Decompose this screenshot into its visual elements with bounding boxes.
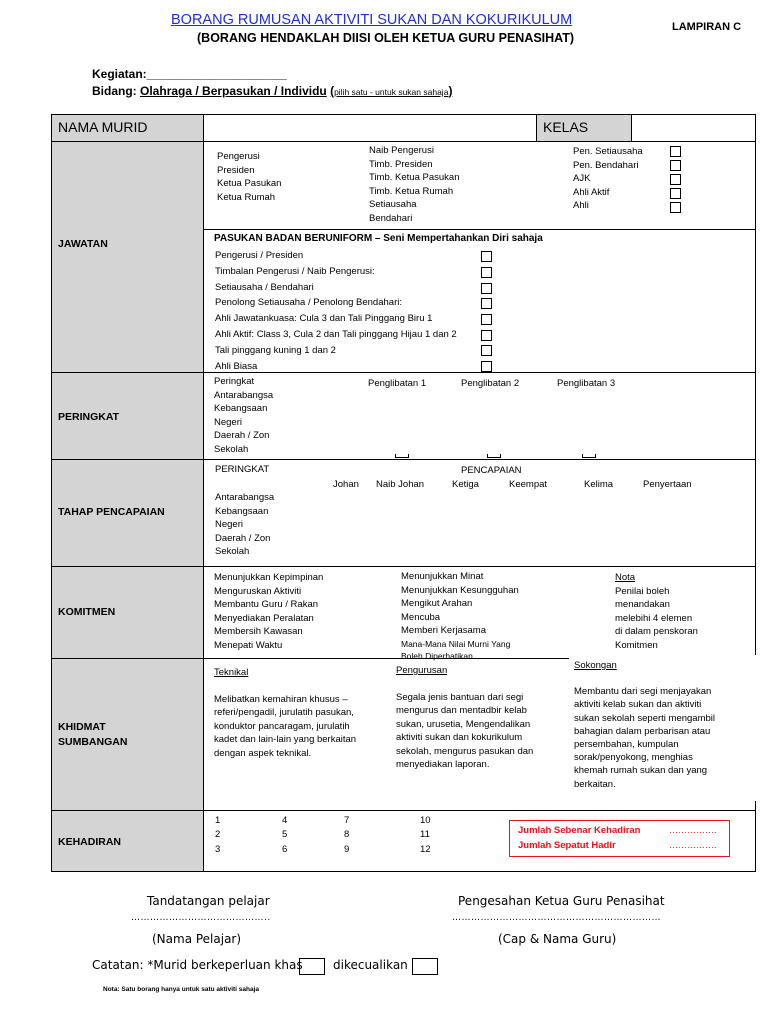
jawatan-item: Ahli Aktif — [573, 186, 610, 198]
tahap-level: Negeri — [215, 519, 243, 530]
jumlah-sepatut-label: Jumlah Sepatut Hadir — [518, 840, 616, 851]
komitmen-item: Membantu Guru / Rakan — [214, 599, 319, 610]
komitmen-item: Boleh Diperhatikan — [401, 650, 473, 661]
tahap-col-kelima: Kelima — [584, 479, 614, 490]
dikecualikan-label: dikecualikan — [333, 958, 408, 972]
komitmen-item: Menguruskan Aktiviti — [214, 585, 302, 597]
tahap-level: Sekolah — [215, 546, 250, 557]
kehadiran-num-1[interactable]: 1 — [215, 815, 221, 826]
komitmen-item: Memberi Kerjasama — [401, 625, 486, 636]
bidang-label: Bidang: — [92, 84, 137, 98]
pengurusan-line: sekolah, mengurus pasukan dan — [396, 745, 534, 757]
penglibatan-3-header: Penglibatan 3 — [557, 378, 616, 389]
catatan-checkbox[interactable] — [299, 958, 325, 975]
jawatan-col2 — [369, 144, 459, 225]
penglibatan-2-mark[interactable] — [487, 454, 501, 458]
uniform-heading: PASUKAN BADAN BERUNIFORM – Seni Mempertahankan Diri sahaja — [214, 233, 543, 244]
tahap-col-keempat: Keempat — [509, 479, 548, 490]
peringkat-level: Peringkat — [214, 376, 255, 387]
kehadiran-num-3[interactable]: 3 — [215, 844, 221, 855]
komitmen-mark[interactable] — [379, 658, 391, 659]
komitmen-col1 — [214, 571, 323, 652]
penglibatan-3-mark[interactable] — [582, 454, 596, 458]
table-line — [536, 114, 537, 141]
penglibatan-1-mark[interactable] — [395, 454, 409, 458]
khidmat-label-line2: SUMBANGAN — [58, 736, 128, 748]
jawatan-item: Timb. Ketua Rumah — [369, 185, 454, 197]
peringkat-level: Sekolah — [214, 443, 249, 455]
tahap-col-naib-johan: Naib Johan — [376, 479, 425, 490]
jawatan-item: Setiausaha — [369, 199, 417, 210]
table-line — [51, 141, 756, 142]
uniform-item: Tali pinggang kuning 1 dan 2 — [215, 344, 336, 356]
uniform-checkbox[interactable] — [481, 314, 492, 325]
footer-nota: Nota: Satu borang hanya untuk satu aktiviti sahaja — [103, 986, 260, 993]
uniform-checkbox[interactable] — [481, 330, 492, 341]
kehadiran-num-6[interactable]: 6 — [282, 844, 288, 855]
pengurusan-line: menyediakan laporan. — [396, 759, 490, 770]
nama-pelajar-label: (Nama Pelajar) — [152, 932, 242, 946]
nota-line: menandakan — [615, 599, 670, 610]
sokongan-line: bahagian dalam perbarisan atau — [574, 725, 711, 737]
jumlah-sebenar-label: Jumlah Sebenar Kehadiran — [518, 825, 641, 836]
sokongan-line: khemah rumah sukan dan yang — [574, 765, 708, 777]
kehadiran-num-8[interactable]: 8 — [344, 829, 350, 840]
kehadiran-num-9[interactable]: 9 — [344, 844, 350, 855]
jawatan-item: Ketua Pasukan — [217, 178, 282, 189]
kegiatan-field[interactable]: Kegiatan:_____________________ — [92, 67, 287, 81]
bidang-note: pilih satu - untuk sukan sahaja — [334, 87, 449, 97]
komitmen-item: Membersih Kawasan — [214, 626, 303, 637]
table-line — [51, 459, 756, 460]
jawatan-checkbox[interactable] — [670, 146, 681, 157]
uniform-item: Timbalan Pengerusi / Naib Pengerusi: — [215, 265, 375, 277]
sokongan-title: Sokongan — [574, 660, 617, 671]
cap-nama-label: (Cap & Nama Guru) — [498, 932, 617, 946]
jawatan-label: JAWATAN — [58, 238, 108, 250]
tahap-levels — [215, 491, 274, 559]
tandatangan-line[interactable]: …………………………………….. — [131, 913, 271, 923]
bidang-open-paren: ( — [330, 84, 335, 98]
bidang-field[interactable] — [92, 84, 452, 98]
sokongan-block — [574, 659, 715, 791]
peringkat-level: Antarabangsa — [214, 389, 274, 401]
tahap-level: Antarabangsa — [215, 492, 275, 503]
tahap-col-ketiga: Ketiga — [452, 479, 479, 490]
sokongan-line: sukan sekolah seperti mengambil — [574, 712, 715, 724]
table-line — [203, 114, 204, 872]
teknikal-line: referi/pengadil, jurulatih pasukan, — [214, 707, 354, 718]
uniform-item: Setiausaha / Bendahari — [215, 281, 314, 293]
kehadiran-label: KEHADIRAN — [58, 836, 121, 848]
khidmat-label — [58, 720, 127, 750]
uniform-item: Ahli Jawatankuasa: Cula 3 dan Tali Pinggang Biru 1 — [215, 313, 433, 325]
nota-title: Nota — [615, 572, 636, 583]
tahap-col-johan: Johan — [333, 479, 359, 490]
nota-line: Komitmen — [615, 639, 658, 651]
kehadiran-num-10[interactable]: 10 — [420, 815, 431, 826]
kehadiran-num-11[interactable]: 11 — [420, 829, 430, 840]
jawatan-col3 — [573, 145, 643, 213]
table-border-bottom — [51, 871, 756, 872]
komitmen-item: Menepati Waktu — [214, 639, 283, 651]
pengurusan-line: mengurus dan mentadbir kelab — [396, 705, 527, 716]
nota-line: melebihi 4 elemen — [615, 612, 693, 624]
jawatan-item: Timb. Ketua Pasukan — [369, 172, 460, 183]
jawatan-item: Pen. Setiausaha — [573, 146, 643, 157]
jawatan-checkbox[interactable] — [670, 174, 681, 185]
teknikal-block — [214, 666, 356, 760]
pengesahan-line[interactable]: ………………………………………………………… — [452, 913, 661, 923]
uniform-item: Ahli Aktif: Class 3, Cula 2 dan Tali pinggang Hijau 1 dan 2 — [215, 328, 457, 340]
table-line — [51, 810, 756, 811]
form-subtitle: (BORANG HENDAKLAH DIISI OLEH KETUA GURU PENASIHAT) — [197, 31, 575, 45]
nama-murid-label: NAMA MURID — [58, 119, 148, 135]
nota-line: di dalam penskoran — [615, 626, 698, 637]
tandatangan-label: Tandatangan pelajar — [147, 894, 270, 908]
pengurusan-title: Pengurusan — [396, 665, 448, 676]
table-line — [51, 566, 756, 567]
peringkat-level: Kebangsaan — [214, 403, 268, 414]
komitmen-label: KOMITMEN — [58, 606, 116, 618]
teknikal-title: Teknikal — [214, 667, 249, 678]
jawatan-checkbox[interactable] — [670, 202, 681, 213]
uniform-checkbox[interactable] — [481, 345, 492, 356]
penglibatan-1-header: Penglibatan 1 — [368, 378, 427, 389]
kehadiran-num-7[interactable]: 7 — [344, 815, 350, 826]
jawatan-checkbox[interactable] — [670, 160, 681, 171]
bidang-close-paren: ) — [448, 84, 453, 98]
uniform-item: Penolong Setiausaha / Penolong Bendahari: — [215, 297, 402, 309]
table-border-left — [51, 114, 52, 872]
kelas-input[interactable] — [632, 115, 755, 141]
jumlah-sebenar-value[interactable]: ……………. — [669, 825, 717, 835]
komitmen-nota — [615, 571, 698, 652]
form-title: BORANG RUMUSAN AKTIVITI SUKAN DAN KOKURIKULUM — [171, 12, 573, 28]
jawatan-item: Pengerusi — [217, 151, 260, 162]
peringkat-levels — [214, 375, 273, 456]
uniform-items — [215, 248, 457, 374]
pengesahan-label: Pengesahan Ketua Guru Penasihat — [458, 894, 665, 908]
bidang-options: Olahraga / Berpasukan / Individu — [140, 84, 327, 98]
catatan-label: Catatan: *Murid berkeperluan khas — [92, 958, 303, 972]
jawatan-item: Ketua Rumah — [217, 191, 276, 203]
jawatan-col1 — [217, 150, 281, 204]
table-line — [203, 229, 756, 230]
dikecualikan-checkbox[interactable] — [412, 958, 438, 975]
tahap-level: Kebangsaan — [215, 505, 269, 517]
sokongan-line: berkaitan. — [574, 778, 616, 790]
jumlah-sepatut-value[interactable]: ……………. — [669, 840, 717, 850]
teknikal-line: konduktor pancaragam, jurulatih — [214, 720, 350, 732]
jawatan-item: AJK — [573, 173, 591, 184]
pengurusan-line: aktiviti sukan dan kokurikulum — [396, 732, 523, 743]
tahap-col-penyertaan: Penyertaan — [643, 479, 692, 490]
nama-murid-input[interactable] — [204, 115, 535, 141]
komitmen-item: Mana-Mana Nilai Murni Yang — [401, 638, 511, 649]
jawatan-checkbox[interactable] — [670, 188, 681, 199]
tahap-pencapaian-header: PENCAPAIAN — [461, 465, 522, 476]
kehadiran-num-12[interactable]: 12 — [420, 844, 431, 855]
kehadiran-num-4[interactable]: 4 — [282, 815, 288, 826]
uniform-checkbox[interactable] — [481, 361, 492, 372]
tahap-pencapaian-label: TAHAP PENCAPAIAN — [58, 506, 165, 518]
uniform-checkbox[interactable] — [481, 251, 492, 262]
peringkat-level: Daerah / Zon — [214, 430, 270, 441]
tahap-level: Daerah / Zon — [215, 532, 271, 544]
uniform-checkbox[interactable] — [481, 298, 492, 309]
pengurusan-block — [396, 664, 533, 772]
kehadiran-num-5[interactable]: 5 — [282, 829, 288, 840]
sokongan-line: aktiviti kelab sukan dan aktiviti — [574, 699, 702, 711]
jawatan-cell — [51, 141, 203, 372]
kelas-label: KELAS — [543, 119, 589, 135]
jawatan-item: Timb. Presiden — [369, 158, 433, 170]
komitmen-item: Mengikut Arahan — [401, 598, 473, 609]
tahap-peringkat-header: PERINGKAT — [215, 464, 270, 475]
sokongan-line: persembahan, kumpulan — [574, 739, 679, 751]
teknikal-line: dengan aspek teknikal. — [214, 747, 312, 759]
teknikal-line: kadet dan lain-lain yang berkaitan — [214, 734, 357, 745]
peringkat-level: Negeri — [214, 416, 242, 428]
jawatan-item: Naib Pengerusi — [369, 145, 434, 156]
komitmen-item: Mencuba — [401, 611, 441, 623]
lampiran-label: LAMPIRAN C — [672, 21, 742, 33]
komitmen-item: Menunjukkan Kesungguhan — [401, 584, 519, 596]
jawatan-item: Bendahari — [369, 212, 413, 224]
komitmen-item: Menunjukkan Minat — [401, 571, 484, 582]
kehadiran-num-2[interactable]: 2 — [215, 829, 221, 840]
pengurusan-line: sukan, urusetia, Mengendalikan — [396, 718, 531, 730]
khidmat-label-line1: KHIDMAT — [58, 721, 106, 733]
penglibatan-2-header: Penglibatan 2 — [461, 378, 520, 389]
komitmen-item: Menunjukkan Kepimpinan — [214, 572, 324, 583]
jawatan-item: Ahli — [573, 200, 589, 211]
komitmen-item: Menyediakan Peralatan — [214, 612, 314, 624]
sokongan-line: Membantu dari segi menjayakan — [574, 686, 712, 698]
uniform-item: Pengerusi / Presiden — [215, 250, 304, 261]
pengurusan-line: Segala jenis bantuan dari segi — [396, 691, 524, 703]
uniform-checkbox[interactable] — [481, 283, 492, 294]
jawatan-item: Presiden — [217, 164, 255, 176]
uniform-item: Ahli Biasa — [215, 360, 258, 372]
peringkat-label: PERINGKAT — [58, 411, 120, 423]
uniform-checkbox[interactable] — [481, 267, 492, 278]
nota-line: Penilai boleh — [615, 585, 670, 597]
teknikal-line: Melibatkan kemahiran khusus – — [214, 693, 348, 705]
komitmen-col2 — [401, 570, 519, 662]
sokongan-line: sorak/penyokong, menghias — [574, 752, 693, 764]
jawatan-item: Pen. Bendahari — [573, 159, 639, 171]
